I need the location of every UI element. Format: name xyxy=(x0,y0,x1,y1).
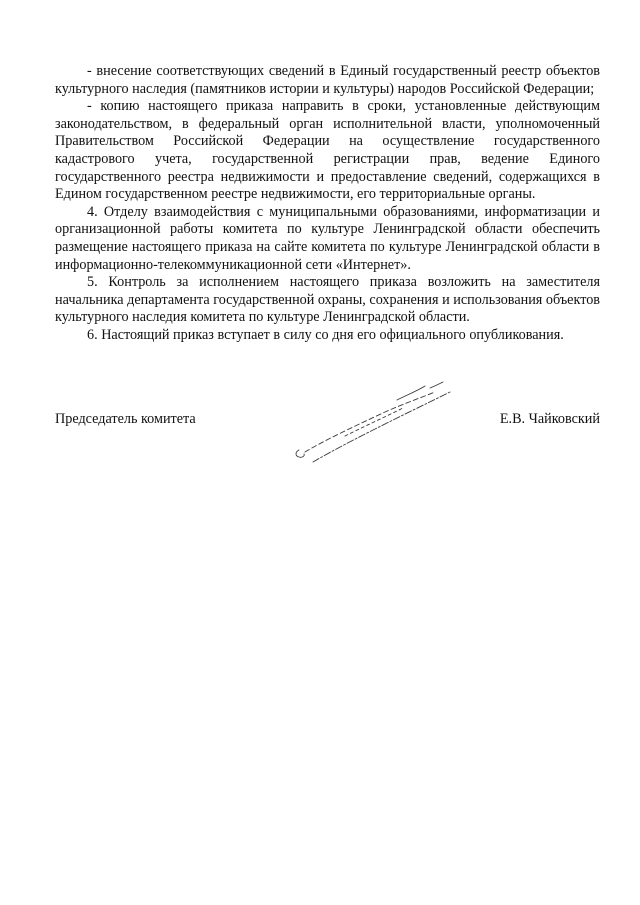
handwritten-signature-icon xyxy=(285,378,460,473)
paragraph-copy-distribution: - копию настоящего приказа направить в сроки, установленные действующим законодательством, в федеральный орган исполнительной власти, уполномоченный Правительством Российской Федерации на осуществление государственного кадастрового учета, государственной регистрации прав, ведение Единого государственного реестра недвижимости и предоставление сведений, содержащихся в Едином государственном реестре недвижимости, его территориальные органы. xyxy=(55,98,600,203)
document-body xyxy=(55,63,600,345)
signatory-position: Председатель комитета xyxy=(55,411,196,427)
signatory-name: Е.В. Чайковский xyxy=(499,411,600,427)
paragraph-item-5: 5. Контроль за исполнением настоящего приказа возложить на заместителя начальника департамента государственной охраны, сохранения и использования объектов культурного наследия комитета по культуре Ленинградской области. xyxy=(55,274,600,326)
paragraph-item-4: 4. Отделу взаимодействия с муниципальными образованиями, информатизации и организационной работы комитета по культуре Ленинградской области обеспечить размещение настоящего приказа на сайте комитета по культуре Ленинградской области в информационно-телекоммуникационной сети «Интернет». xyxy=(55,203,600,273)
paragraph-registry-entry: - внесение соответствующих сведений в Единый государственный реестр объектов культурного наследия (памятников истории и культуры) народов Российской Федерации; xyxy=(55,63,600,97)
paragraph-item-6: 6. Настоящий приказ вступает в силу со дня его официального опубликования. xyxy=(87,326,564,343)
